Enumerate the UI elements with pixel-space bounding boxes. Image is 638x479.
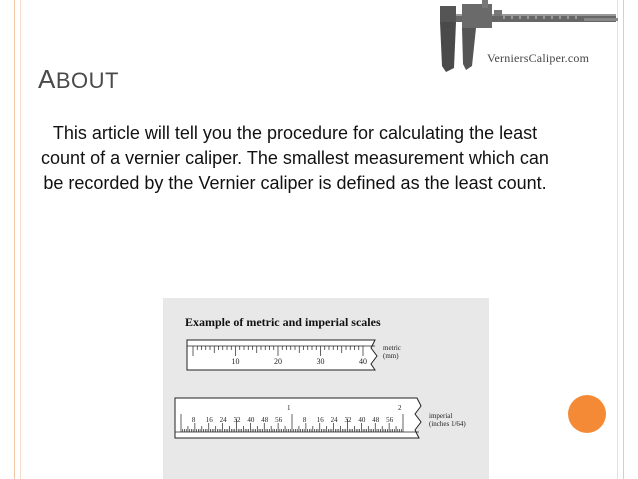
imperial-tick-label: 56 <box>386 416 394 424</box>
title-rest: BOUT <box>55 68 119 93</box>
metric-label: metric <box>383 344 401 352</box>
imperial-label: imperial <box>429 412 453 420</box>
slide-title <box>38 64 119 95</box>
metric-tick-label: 20 <box>274 357 282 366</box>
imperial-tick-label: 40 <box>358 416 366 424</box>
imperial-tick-label: 24 <box>219 416 227 424</box>
logo-text: VerniersCaliper.com <box>487 51 590 65</box>
metric-tick-label: 10 <box>231 357 240 366</box>
imperial-tick-label: 8 <box>191 416 196 424</box>
imperial-tick-label: 16 <box>205 416 213 424</box>
imperial-tick-label: 48 <box>261 416 269 424</box>
scales-figure <box>163 298 489 479</box>
imperial-tick-label: 8 <box>302 416 307 424</box>
orange-dot-decoration <box>568 395 606 433</box>
imperial-tick-label: 32 <box>344 416 352 424</box>
imperial-tick-label: 24 <box>330 416 338 424</box>
imperial-unit: (inches 1/64) <box>429 420 466 428</box>
imperial-tick-label: 40 <box>247 416 255 424</box>
metric-tick-label: 30 <box>316 357 325 366</box>
metric-tick-label: 40 <box>359 357 367 366</box>
metric-unit: (mm) <box>383 352 399 360</box>
title-cap: A <box>38 64 56 94</box>
imperial-inch-label: 2 <box>398 404 402 412</box>
imperial-tick-label: 56 <box>275 416 283 424</box>
slide-body-text: This article will tell you the procedure for calculating the least count of a vernier caliper. The smallest measurement which can be recorded by the Vernier caliper is defined as the least count. <box>41 123 549 193</box>
imperial-tick-label: 16 <box>316 416 324 424</box>
imperial-tick-label: 32 <box>233 416 241 424</box>
imperial-inch-label: 1 <box>287 404 291 412</box>
figure-title: Example of metric and imperial scales <box>185 315 381 329</box>
imperial-tick-label: 48 <box>372 416 380 424</box>
